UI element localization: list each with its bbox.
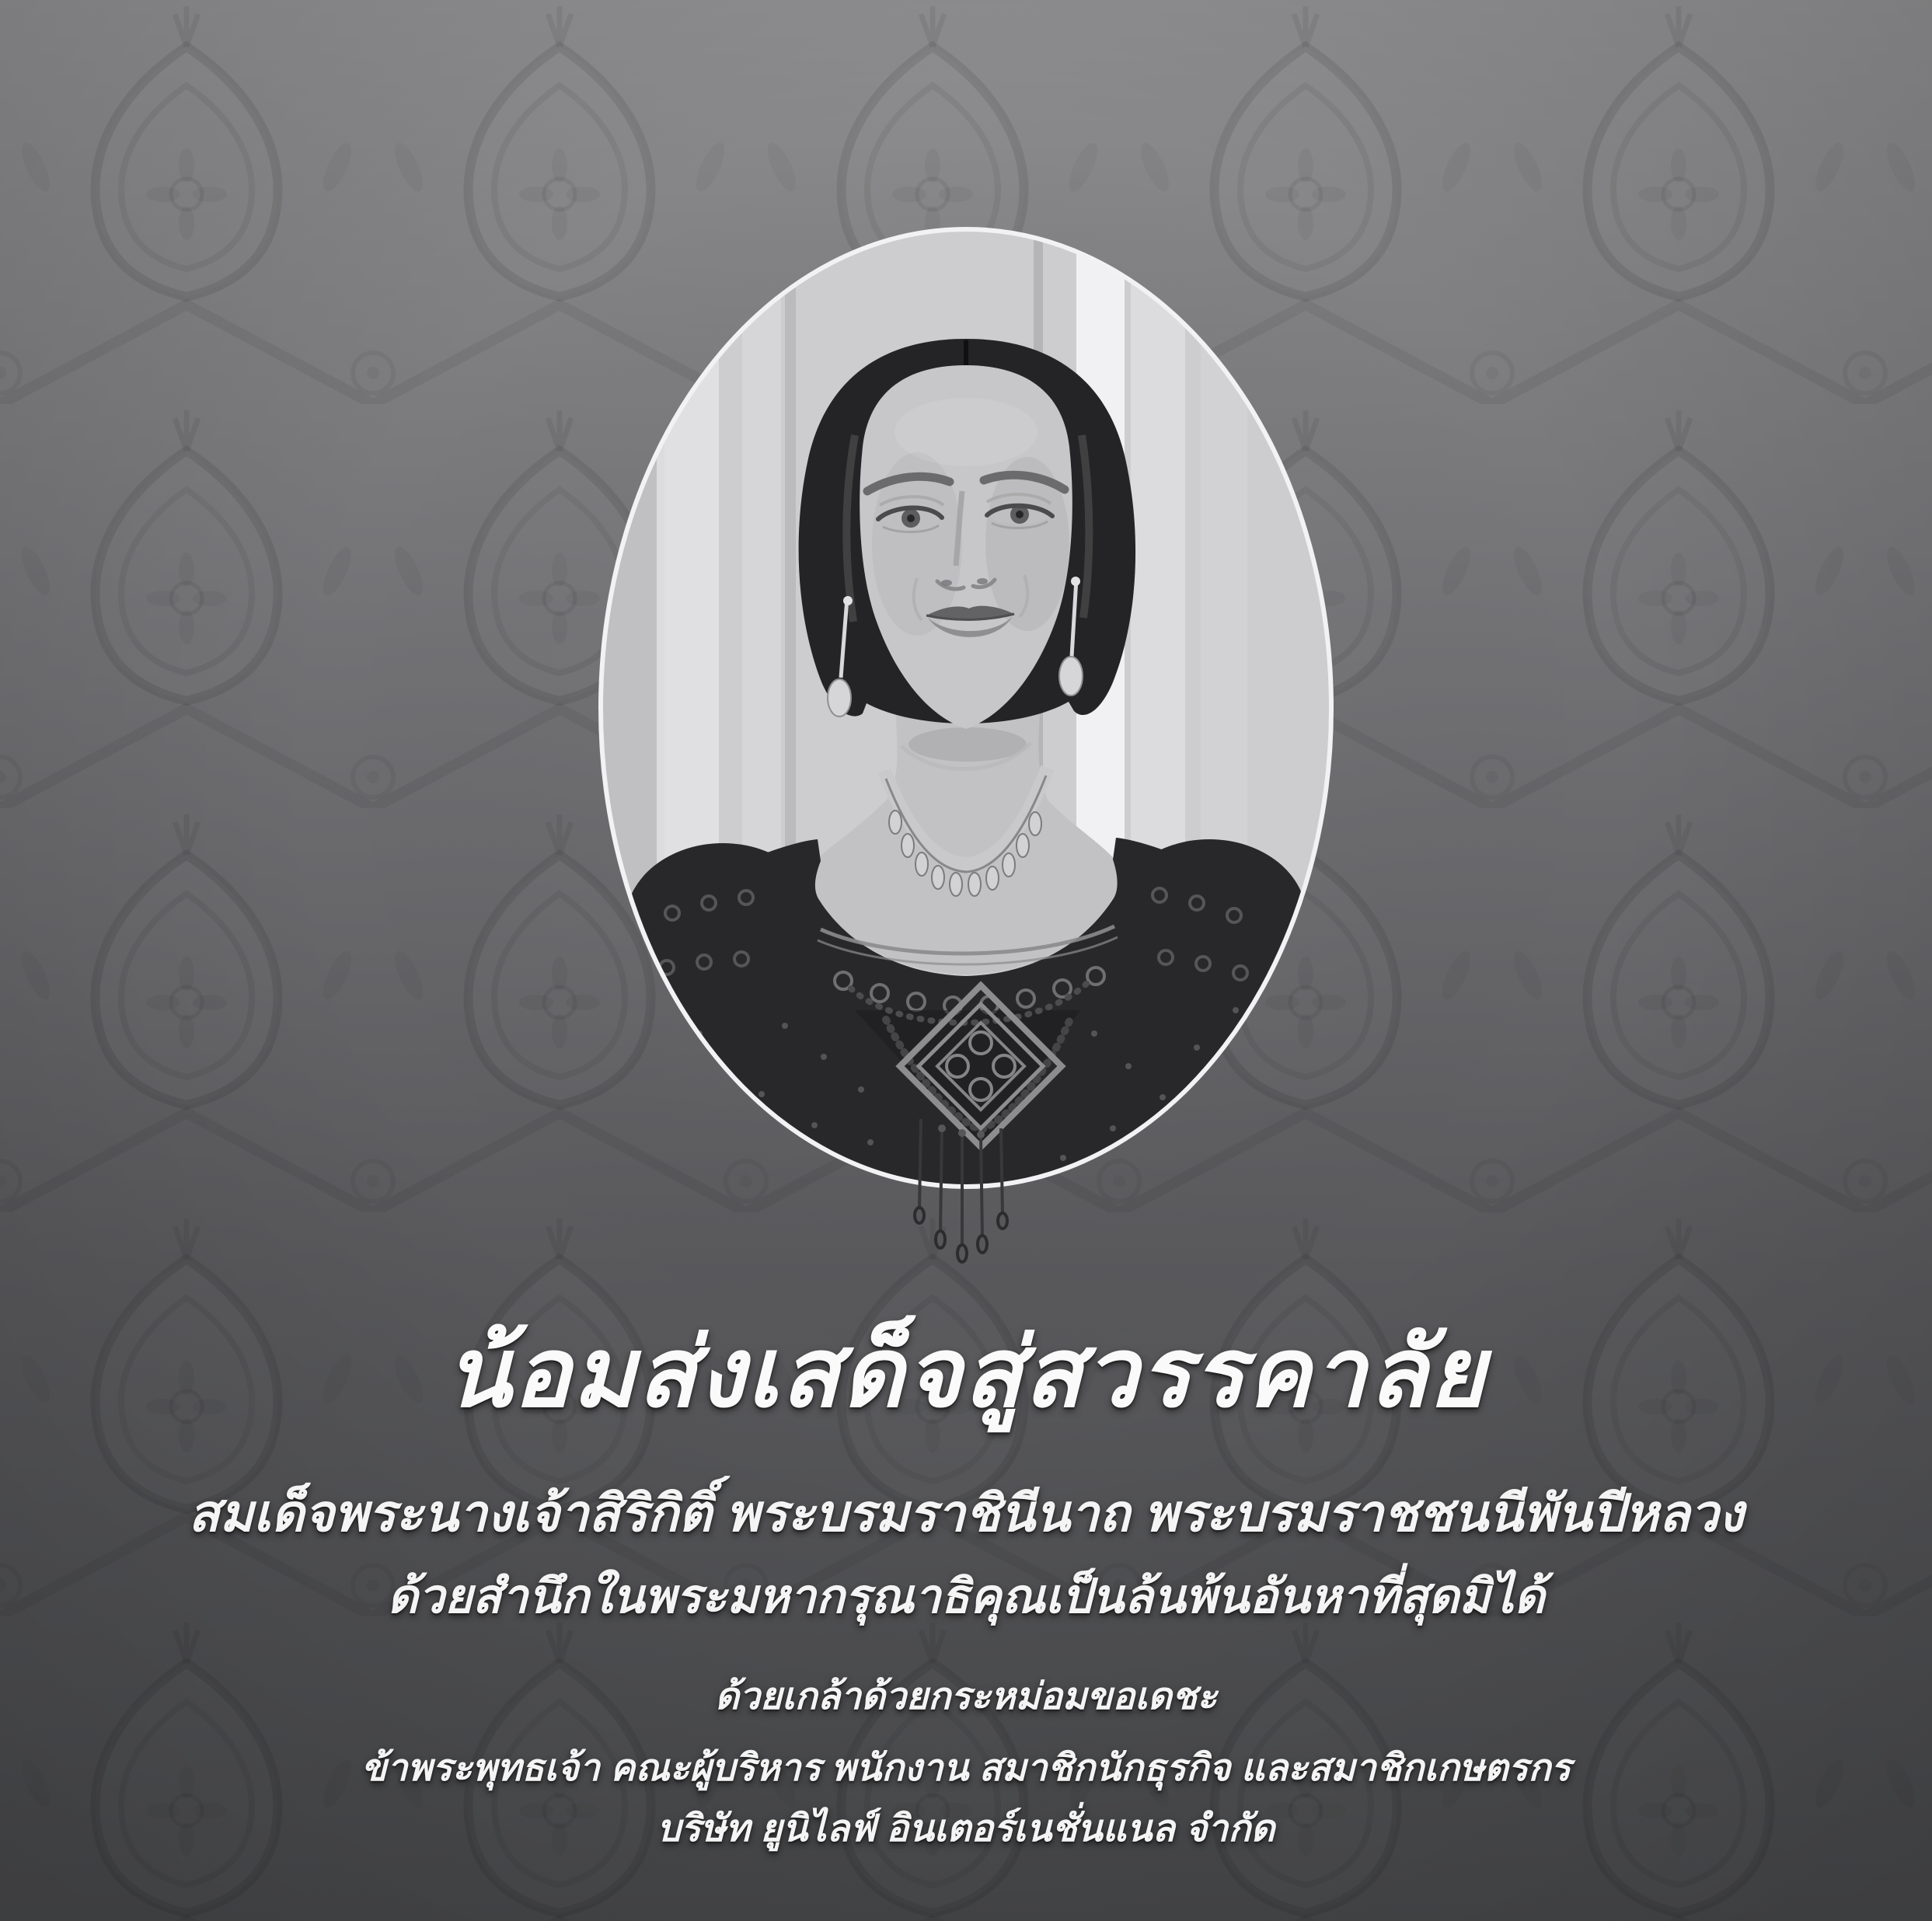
salutation-line: ด้วยเกล้าด้วยกระหม่อมขอเดชะ: [714, 1676, 1218, 1717]
gratitude-line: ด้วยสำนึกในพระมหากรุณาธิคุณเป็นล้นพ้นอันหาที่สุดมิได้: [387, 1570, 1545, 1623]
royal-name-line: สมเด็จพระนางเจ้าสิริกิติ์ พระบรมราชินีนาถ พระบรมราชชนนีพันปีหลวง: [188, 1484, 1744, 1542]
dedication-line: ข้าพระพุทธเจ้า คณะผู้บริหาร พนักงาน สมาชิกนักธุรกิจ และสมาชิกเกษตรกร: [361, 1748, 1571, 1789]
company-name-line: บริษัท ยูนิไลฟ์ อินเตอร์เนชั่นแนล จำกัด: [657, 1808, 1275, 1850]
memorial-title: น้อมส่งเสด็จสู่สวรรคาลัย: [445, 1320, 1487, 1427]
